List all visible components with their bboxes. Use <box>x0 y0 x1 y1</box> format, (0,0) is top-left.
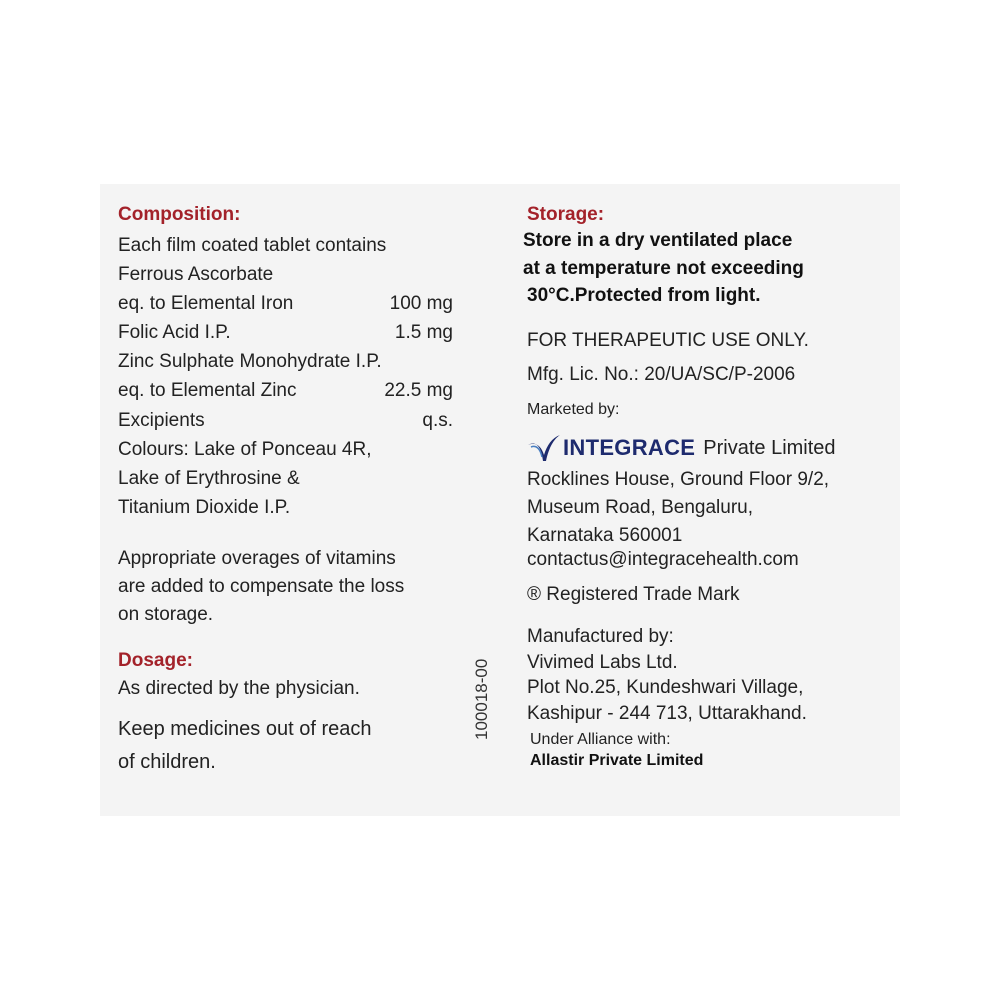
storage-line: at a temperature not exceeding <box>523 258 804 279</box>
row-label: Excipients <box>118 410 205 431</box>
integrace-logo <box>527 433 836 463</box>
manufacturer-line: Vivimed Labs Ltd. <box>527 652 678 673</box>
overages-line: Appropriate overages of vitamins <box>118 548 396 569</box>
composition-row-folic <box>118 322 453 344</box>
alliance-name: Allastir Private Limited <box>530 752 704 769</box>
composition-row-zinc <box>118 380 453 402</box>
composition-line: Ferrous Ascorbate <box>118 264 274 285</box>
row-label: eq. to Elemental Zinc <box>118 380 297 401</box>
marketed-by-label: Marketed by: <box>527 401 620 418</box>
batch-code: 100018-00 <box>472 658 491 740</box>
row-value: q.s. <box>422 410 453 431</box>
storage-line: Store in a dry ventilated place <box>523 230 793 251</box>
mfg-license: Mfg. Lic. No.: 20/UA/SC/P-2006 <box>527 364 796 385</box>
dosage-text: As directed by the physician. <box>118 678 360 699</box>
address-line: Karnataka 560001 <box>527 525 683 546</box>
composition-heading: Composition: <box>118 204 241 225</box>
composition-row-iron <box>118 293 453 315</box>
composition-row-excipients <box>118 410 453 432</box>
contact-email: contactus@integracehealth.com <box>527 549 799 570</box>
composition-line: Each film coated tablet contains <box>118 235 387 256</box>
colours-line: Titanium Dioxide I.P. <box>118 497 291 518</box>
alliance-label: Under Alliance with: <box>530 731 671 748</box>
row-value: 1.5 mg <box>394 322 453 343</box>
integrace-logo-icon <box>527 433 561 463</box>
row-label: Folic Acid I.P. <box>118 322 231 343</box>
manufacturer-line: Kashipur - 244 713, Uttarakhand. <box>527 703 807 724</box>
row-value: 22.5 mg <box>384 380 453 401</box>
storage-heading: Storage: <box>527 204 605 225</box>
registered-trademark: ® Registered Trade Mark <box>527 584 740 605</box>
dosage-heading: Dosage: <box>118 650 193 671</box>
carton-label-panel <box>100 184 900 816</box>
manufacturer-line: Plot No.25, Kundeshwari Village, <box>527 677 804 698</box>
colours-line: Lake of Erythrosine & <box>118 468 300 489</box>
brand-suffix: Private Limited <box>703 436 836 459</box>
row-label: eq. to Elemental Iron <box>118 293 294 314</box>
storage-line: 30°C.Protected from light. <box>527 285 761 306</box>
keep-away-line: of children. <box>118 751 216 773</box>
overages-line: are added to compensate the loss <box>118 576 405 597</box>
address-line: Rocklines House, Ground Floor 9/2, <box>527 469 830 490</box>
address-line: Museum Road, Bengaluru, <box>527 497 754 518</box>
colours-line: Colours: Lake of Ponceau 4R, <box>118 439 372 460</box>
composition-line: Zinc Sulphate Monohydrate I.P. <box>118 351 382 372</box>
keep-away-line: Keep medicines out of reach <box>118 718 372 740</box>
manufactured-by-label: Manufactured by: <box>527 626 674 647</box>
brand-name: INTEGRACE <box>563 435 696 460</box>
overages-line: on storage. <box>118 604 214 625</box>
row-value: 100 mg <box>389 293 453 314</box>
therapeutic-notice: FOR THERAPEUTIC USE ONLY. <box>527 330 809 351</box>
